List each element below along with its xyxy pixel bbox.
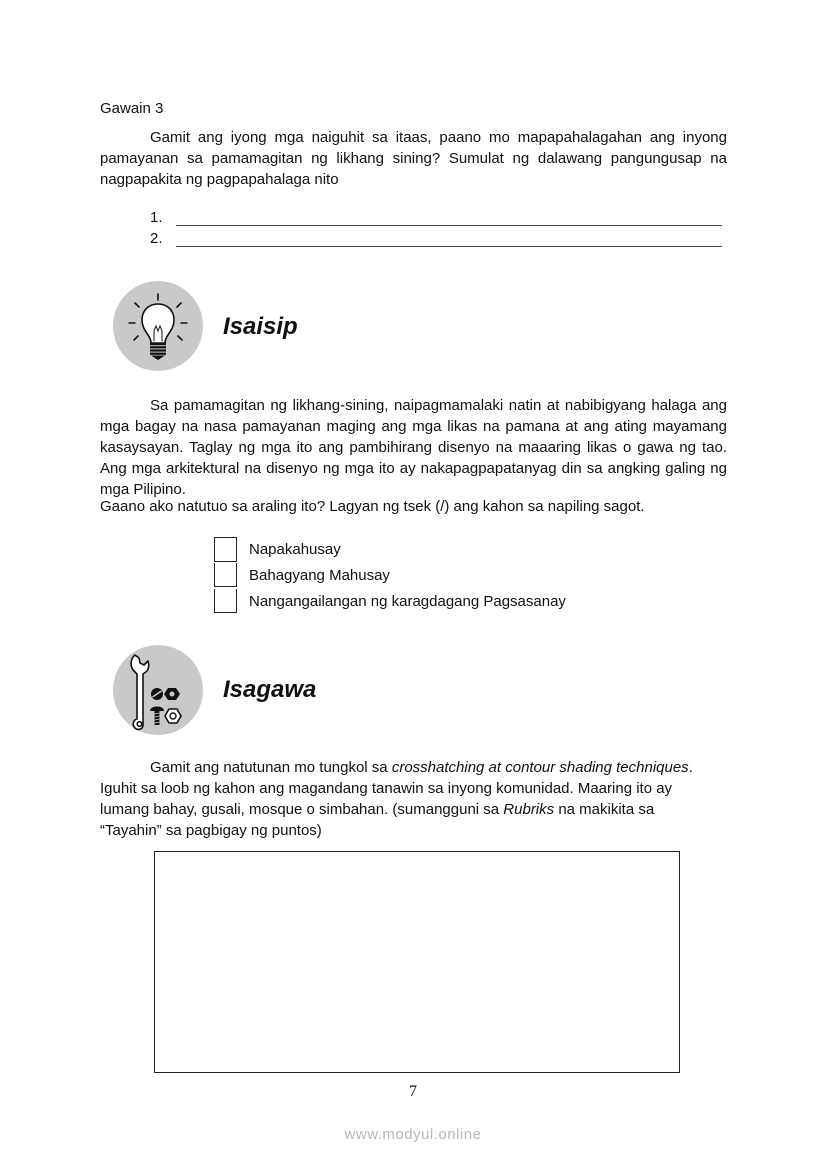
drawing-area[interactable]: [154, 851, 680, 1073]
option-label: Nangangailangan ng karagdagang Pagsasanay: [249, 592, 566, 610]
answer-line-2: [150, 226, 722, 247]
self-assessment-question: Gaano ako natutuo sa araling ito? Lagyan ng tsek (/) ang kahon sa napiling sagot.: [100, 498, 645, 515]
instruction-emphasis: Rubriks: [503, 801, 555, 818]
watermark: www.modyul.online: [344, 1126, 482, 1143]
self-assessment-options: [214, 536, 566, 614]
answer-list: [150, 205, 722, 247]
instruction-text: . Iguhit sa loob ng kahon ang magandang tanawin sa inyong komunidad. Maaring ito ay lumang bahay, gusali, mosque o simbahan. (sumangguni sa: [100, 759, 693, 818]
answer-input-2[interactable]: [176, 232, 722, 247]
answer-number: 2.: [150, 230, 163, 247]
checkbox-nangangailangan[interactable]: [214, 589, 237, 614]
instruction-text: na makikita sa “Tayahin” sa pagbigay ng puntos): [100, 801, 655, 839]
checkbox-bahagyang-mahusay[interactable]: [214, 563, 237, 588]
answer-input-1[interactable]: [176, 211, 722, 226]
gawain-instruction: Gamit ang iyong mga naiguhit sa itaas, paano mo mapapahalagahan ang inyong pamayanan sa pamamagitan ng likhang sining? Sumulat ng dalawang pangungusap na nagpapakita ng pagpapahalaga nito: [100, 129, 727, 188]
gawain-heading: Gawain 3: [100, 100, 164, 117]
section-title-isagawa: Isagawa: [223, 676, 317, 703]
isagawa-instruction: [100, 757, 720, 841]
option-row: [214, 562, 566, 588]
option-row: [214, 536, 566, 562]
page-number: 7: [409, 1083, 417, 1100]
option-label: Napakahusay: [249, 540, 341, 558]
instruction-emphasis: crosshatching at contour shading techniques: [391, 759, 689, 776]
section-title-isaisip: Isaisip: [223, 313, 298, 340]
answer-number: 1.: [150, 209, 163, 226]
option-row: [214, 588, 566, 614]
lightbulb-icon: [113, 281, 203, 371]
instruction-text: Gamit ang natutunan mo tungkol sa: [150, 759, 392, 776]
answer-line-1: [150, 205, 722, 226]
checkbox-napakahusay[interactable]: [214, 537, 237, 562]
wrench-tools-icon: [113, 645, 203, 735]
option-label: Bahagyang Mahusay: [249, 566, 390, 584]
isaisip-paragraph: Sa pamamagitan ng likhang-sining, naipagmamalaki natin at nabibigyang halaga ang mga bagay na nasa pamayanan maging ang mga likas na pamana at ang ating mayamang kasaysayan. Taglay ng mga ito ang pambihirang disenyo na maaaring likas o gawa ng tao. Ang mga arkitektural na disenyo ng mga ito ay nakapagpapatanyag din sa angking galing ng mga Pilipino.: [100, 397, 727, 498]
